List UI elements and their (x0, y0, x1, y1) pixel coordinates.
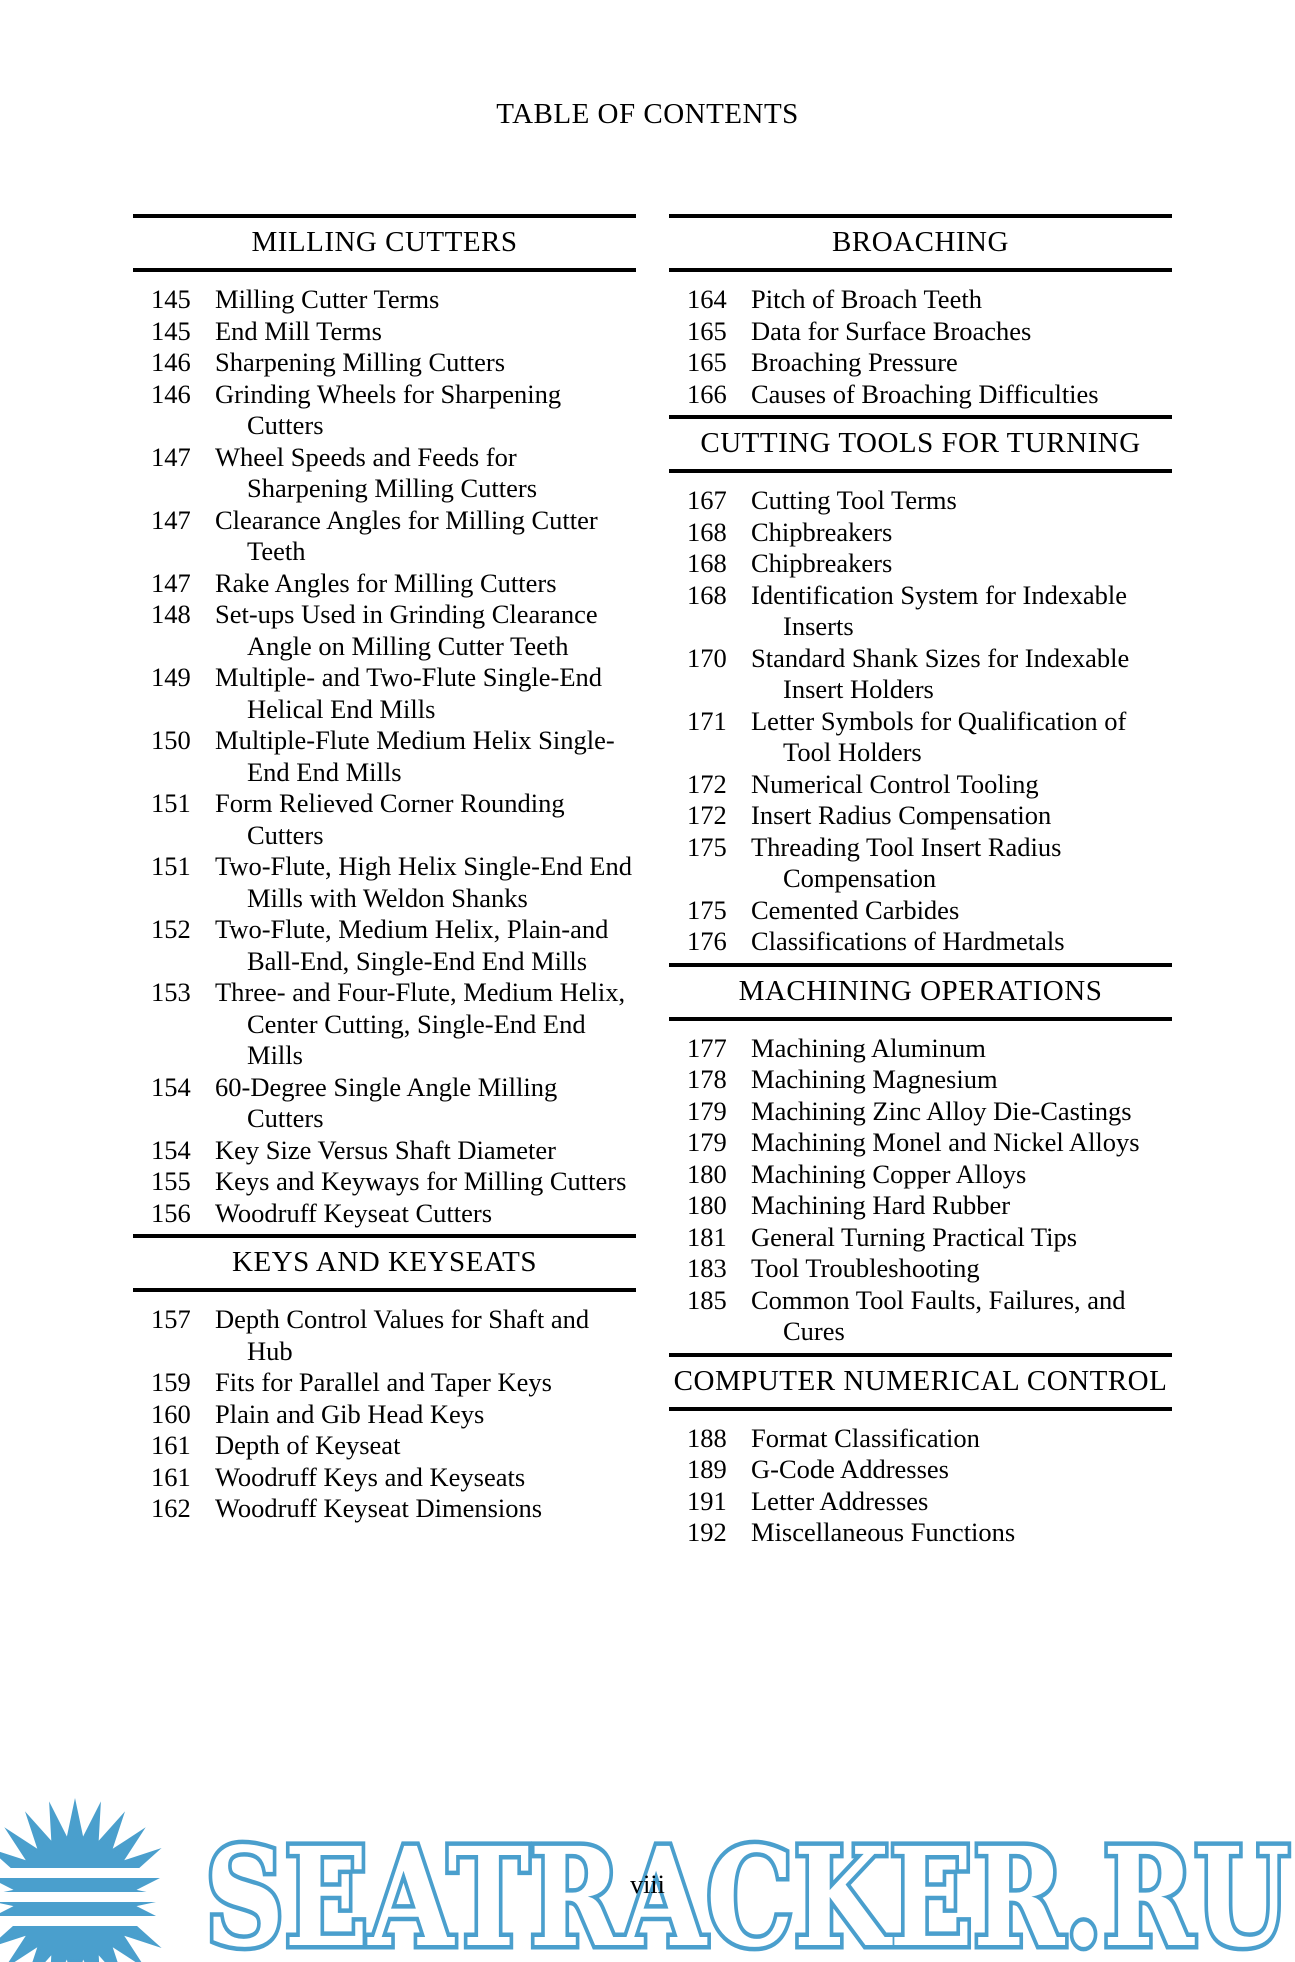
toc-entry[interactable] (133, 1304, 636, 1367)
entry-page-number: 165 (687, 347, 727, 377)
page-title: TABLE OF CONTENTS (496, 98, 799, 130)
entry-page-number: 165 (687, 315, 727, 346)
entry-page-number: 168 (687, 579, 727, 610)
toc-entry[interactable] (669, 1190, 1172, 1222)
entry-page-number: 159 (151, 1367, 191, 1397)
entry-title: Insert Radius Compensation (751, 800, 1052, 830)
toc-entry[interactable] (669, 1096, 1172, 1128)
entry-page-number: 162 (151, 1493, 191, 1523)
entry-page-number: 145 (151, 284, 191, 314)
toc-entry[interactable] (669, 1222, 1172, 1254)
page-number: viii (630, 1870, 665, 1899)
entry-page-number: 154 (151, 1134, 191, 1165)
entry-title: Letter Addresses (751, 1485, 929, 1516)
entry-title: Multiple- and Two-Flute Single-End Helical End Mills (215, 662, 603, 724)
toc-entry[interactable] (669, 832, 1172, 895)
entry-title: Standard Shank Sizes for Indexable Insert Holders (751, 642, 1130, 704)
left-column (133, 214, 636, 1530)
entry-page-number: 167 (687, 485, 727, 515)
entry-page-number: 183 (687, 1253, 727, 1283)
entry-title: Woodruff Keyseat Dimensions (215, 1493, 543, 1523)
toc-entry[interactable] (669, 1159, 1172, 1191)
entry-title: Cutting Tool Terms (751, 485, 957, 515)
entry-title: Sharpening Milling Cutters (215, 347, 506, 377)
entry-title: Depth Control Values for Shaft and Hub (215, 1304, 590, 1366)
toc-entry[interactable] (133, 1367, 636, 1399)
entry-page-number: 175 (687, 894, 727, 925)
entry-page-number: 155 (151, 1166, 191, 1196)
entry-title: Pitch of Broach Teeth (751, 284, 982, 314)
toc-entry[interactable] (669, 517, 1172, 549)
toc-entry[interactable] (133, 505, 636, 568)
section-heading: CUTTING TOOLS FOR TURNING (669, 415, 1172, 473)
toc-entry[interactable] (133, 1135, 636, 1167)
entry-list (133, 272, 636, 1234)
toc-entry[interactable] (133, 1493, 636, 1525)
entry-page-number: 156 (151, 1197, 191, 1228)
toc-entry[interactable] (669, 1033, 1172, 1065)
entry-title: Three- and Four-Flute, Medium Helix, Center Cutting, Single-End End Mills (215, 977, 626, 1070)
entry-title: Form Relieved Corner Rounding Cutters (215, 788, 565, 850)
entry-title: Letter Symbols for Qualification of Tool Holders (751, 705, 1127, 767)
entry-page-number: 168 (687, 516, 727, 547)
toc-entry[interactable] (133, 1166, 636, 1198)
toc-entry[interactable] (669, 1454, 1172, 1486)
entry-page-number: 189 (687, 1454, 727, 1484)
entry-page-number: 150 (151, 725, 191, 755)
toc-entry[interactable] (669, 706, 1172, 769)
entry-title: G-Code Addresses (751, 1454, 949, 1484)
entry-title: End Mill Terms (215, 315, 382, 346)
entry-page-number: 191 (687, 1485, 727, 1516)
toc-entry[interactable] (669, 926, 1172, 958)
entry-page-number: 179 (687, 1095, 727, 1126)
entry-title: Chipbreakers (751, 516, 893, 547)
entry-title: Chipbreakers (751, 548, 893, 578)
entry-title: Key Size Versus Shaft Diameter (215, 1134, 556, 1165)
toc-entry[interactable] (669, 580, 1172, 643)
entry-list (133, 1292, 636, 1530)
entry-page-number: 164 (687, 284, 727, 314)
toc-entry[interactable] (669, 769, 1172, 801)
entry-title: Miscellaneous Functions (751, 1517, 1016, 1547)
toc-entry[interactable] (133, 914, 636, 977)
toc-entry[interactable] (133, 568, 636, 600)
section-heading: COMPUTER NUMERICAL CONTROL (669, 1353, 1172, 1411)
section-heading: BROACHING (669, 214, 1172, 272)
entry-page-number: 157 (151, 1304, 191, 1334)
entry-title: Tool Troubleshooting (751, 1253, 980, 1283)
toc-entry[interactable] (133, 1399, 636, 1431)
toc-entry[interactable] (133, 347, 636, 379)
entry-title: Format Classification (751, 1422, 980, 1453)
entry-page-number: 153 (151, 977, 191, 1007)
entry-page-number: 172 (687, 768, 727, 799)
entry-title: Multiple-Flute Medium Helix Single-End End Mills (215, 725, 615, 787)
entry-title: Machining Monel and Nickel Alloys (751, 1127, 1140, 1157)
entry-title: Set-ups Used in Grinding Clearance Angle on Milling Cutter Teeth (215, 599, 598, 661)
entry-page-number: 180 (687, 1158, 727, 1189)
entry-list (669, 473, 1172, 963)
entry-page-number: 149 (151, 662, 191, 692)
toc-entry[interactable] (133, 1072, 636, 1135)
toc-entry[interactable] (669, 1486, 1172, 1518)
entry-title: Machining Magnesium (751, 1064, 998, 1094)
toc-entry[interactable] (133, 379, 636, 442)
entry-title: Plain and Gib Head Keys (215, 1398, 485, 1429)
entry-list (669, 272, 1172, 415)
entry-page-number: 146 (151, 347, 191, 377)
toc-entry[interactable] (133, 725, 636, 788)
entry-title: 60-Degree Single Angle Milling Cutters (215, 1071, 558, 1133)
entry-page-number: 151 (151, 788, 191, 818)
entry-title: Machining Aluminum (751, 1032, 986, 1063)
toc-entry[interactable] (669, 895, 1172, 927)
toc-entry[interactable] (669, 284, 1172, 316)
entry-page-number: 147 (151, 441, 191, 472)
entry-page-number: 177 (687, 1032, 727, 1063)
toc-entry[interactable] (669, 548, 1172, 580)
toc-section (669, 415, 1172, 963)
entry-page-number: 161 (151, 1461, 191, 1492)
entry-page-number: 152 (151, 914, 191, 944)
entry-title: Milling Cutter Terms (215, 284, 440, 314)
entry-page-number: 180 (687, 1190, 727, 1220)
toc-section (669, 214, 1172, 415)
entry-page-number: 147 (151, 567, 191, 598)
toc-entry[interactable] (133, 977, 636, 1072)
entry-title: Woodruff Keyseat Cutters (215, 1197, 493, 1228)
entry-title: Threading Tool Insert Radius Compensation (751, 831, 1062, 893)
toc-entry[interactable] (669, 379, 1172, 411)
toc-section (133, 214, 636, 1234)
entry-page-number: 145 (151, 315, 191, 346)
entry-title: Clearance Angles for Milling Cutter Teeth (215, 504, 598, 566)
entry-page-number: 166 (687, 378, 727, 409)
entry-title: Depth of Keyseat (215, 1430, 401, 1460)
entry-title: Machining Hard Rubber (751, 1190, 1011, 1220)
entry-title: Data for Surface Broaches (751, 315, 1032, 346)
entry-page-number: 154 (151, 1071, 191, 1102)
entry-page-number: 168 (687, 548, 727, 578)
toc-entry[interactable] (133, 851, 636, 914)
toc-entry[interactable] (669, 347, 1172, 379)
entry-title: Rake Angles for Milling Cutters (215, 567, 557, 598)
toc-entry[interactable] (133, 1430, 636, 1462)
entry-page-number: 171 (687, 705, 727, 736)
toc-entry[interactable] (133, 316, 636, 348)
entry-title: Cemented Carbides (751, 894, 960, 925)
toc-entry[interactable] (669, 643, 1172, 706)
entry-page-number: 181 (687, 1221, 727, 1252)
entry-title: Fits for Parallel and Taper Keys (215, 1367, 552, 1397)
section-heading: MILLING CUTTERS (133, 214, 636, 272)
toc-entry[interactable] (669, 1064, 1172, 1096)
entry-page-number: 148 (151, 599, 191, 629)
entry-title: Woodruff Keys and Keyseats (215, 1461, 526, 1492)
toc-entry[interactable] (133, 662, 636, 725)
entry-list (669, 1411, 1172, 1554)
toc-section (669, 963, 1172, 1353)
entry-page-number: 160 (151, 1398, 191, 1429)
watermark-text: SEATRACKER.RU (205, 1818, 1290, 1962)
toc-entry[interactable] (133, 788, 636, 851)
right-column (669, 214, 1172, 1554)
toc-entry[interactable] (669, 1285, 1172, 1348)
toc-entry[interactable] (133, 442, 636, 505)
entry-page-number: 178 (687, 1064, 727, 1094)
entry-page-number: 170 (687, 642, 727, 673)
toc-entry[interactable] (133, 284, 636, 316)
toc-section (133, 1234, 636, 1530)
toc-section (669, 1353, 1172, 1554)
section-heading: KEYS AND KEYSEATS (133, 1234, 636, 1292)
toc-entry[interactable] (133, 1462, 636, 1494)
entry-title: Causes of Broaching Difficulties (751, 378, 1099, 409)
entry-page-number: 147 (151, 504, 191, 535)
entry-page-number: 175 (687, 831, 727, 862)
toc-entry[interactable] (669, 1517, 1172, 1549)
entry-title: Two-Flute, Medium Helix, Plain-and Ball-End, Single-End End Mills (215, 914, 609, 976)
toc-entry[interactable] (669, 316, 1172, 348)
entry-title: Classifications of Hardmetals (751, 926, 1065, 956)
entry-title: Broaching Pressure (751, 347, 958, 377)
entry-title: Numerical Control Tooling (751, 768, 1039, 799)
entry-page-number: 188 (687, 1422, 727, 1453)
section-heading: MACHINING OPERATIONS (669, 963, 1172, 1021)
toc-entry[interactable] (669, 1253, 1172, 1285)
toc-entry[interactable] (133, 1198, 636, 1230)
entry-page-number: 192 (687, 1517, 727, 1547)
entry-page-number: 179 (687, 1127, 727, 1157)
entry-page-number: 161 (151, 1430, 191, 1460)
entry-title: Identification System for Indexable Inserts (751, 579, 1128, 641)
entry-page-number: 172 (687, 800, 727, 830)
entry-title: Machining Copper Alloys (751, 1158, 1027, 1189)
entry-title: Common Tool Faults, Failures, and Cures (751, 1284, 1126, 1346)
toc-entry[interactable] (133, 599, 636, 662)
toc-entry[interactable] (669, 1127, 1172, 1159)
entry-title: Keys and Keyways for Milling Cutters (215, 1166, 627, 1196)
entry-page-number: 176 (687, 926, 727, 956)
toc-entry[interactable] (669, 1423, 1172, 1455)
entry-title: General Turning Practical Tips (751, 1221, 1078, 1252)
toc-entry[interactable] (669, 485, 1172, 517)
entry-title: Machining Zinc Alloy Die-Castings (751, 1095, 1132, 1126)
toc-entry[interactable] (669, 800, 1172, 832)
entry-title: Grinding Wheels for Sharpening Cutters (215, 378, 562, 440)
entry-page-number: 151 (151, 851, 191, 881)
entry-title: Two-Flute, High Helix Single-End End Mills with Weldon Shanks (215, 851, 632, 913)
entry-page-number: 146 (151, 378, 191, 409)
entry-list (669, 1021, 1172, 1353)
entry-page-number: 185 (687, 1284, 727, 1315)
entry-title: Wheel Speeds and Feeds for Sharpening Milling Cutters (215, 441, 538, 503)
